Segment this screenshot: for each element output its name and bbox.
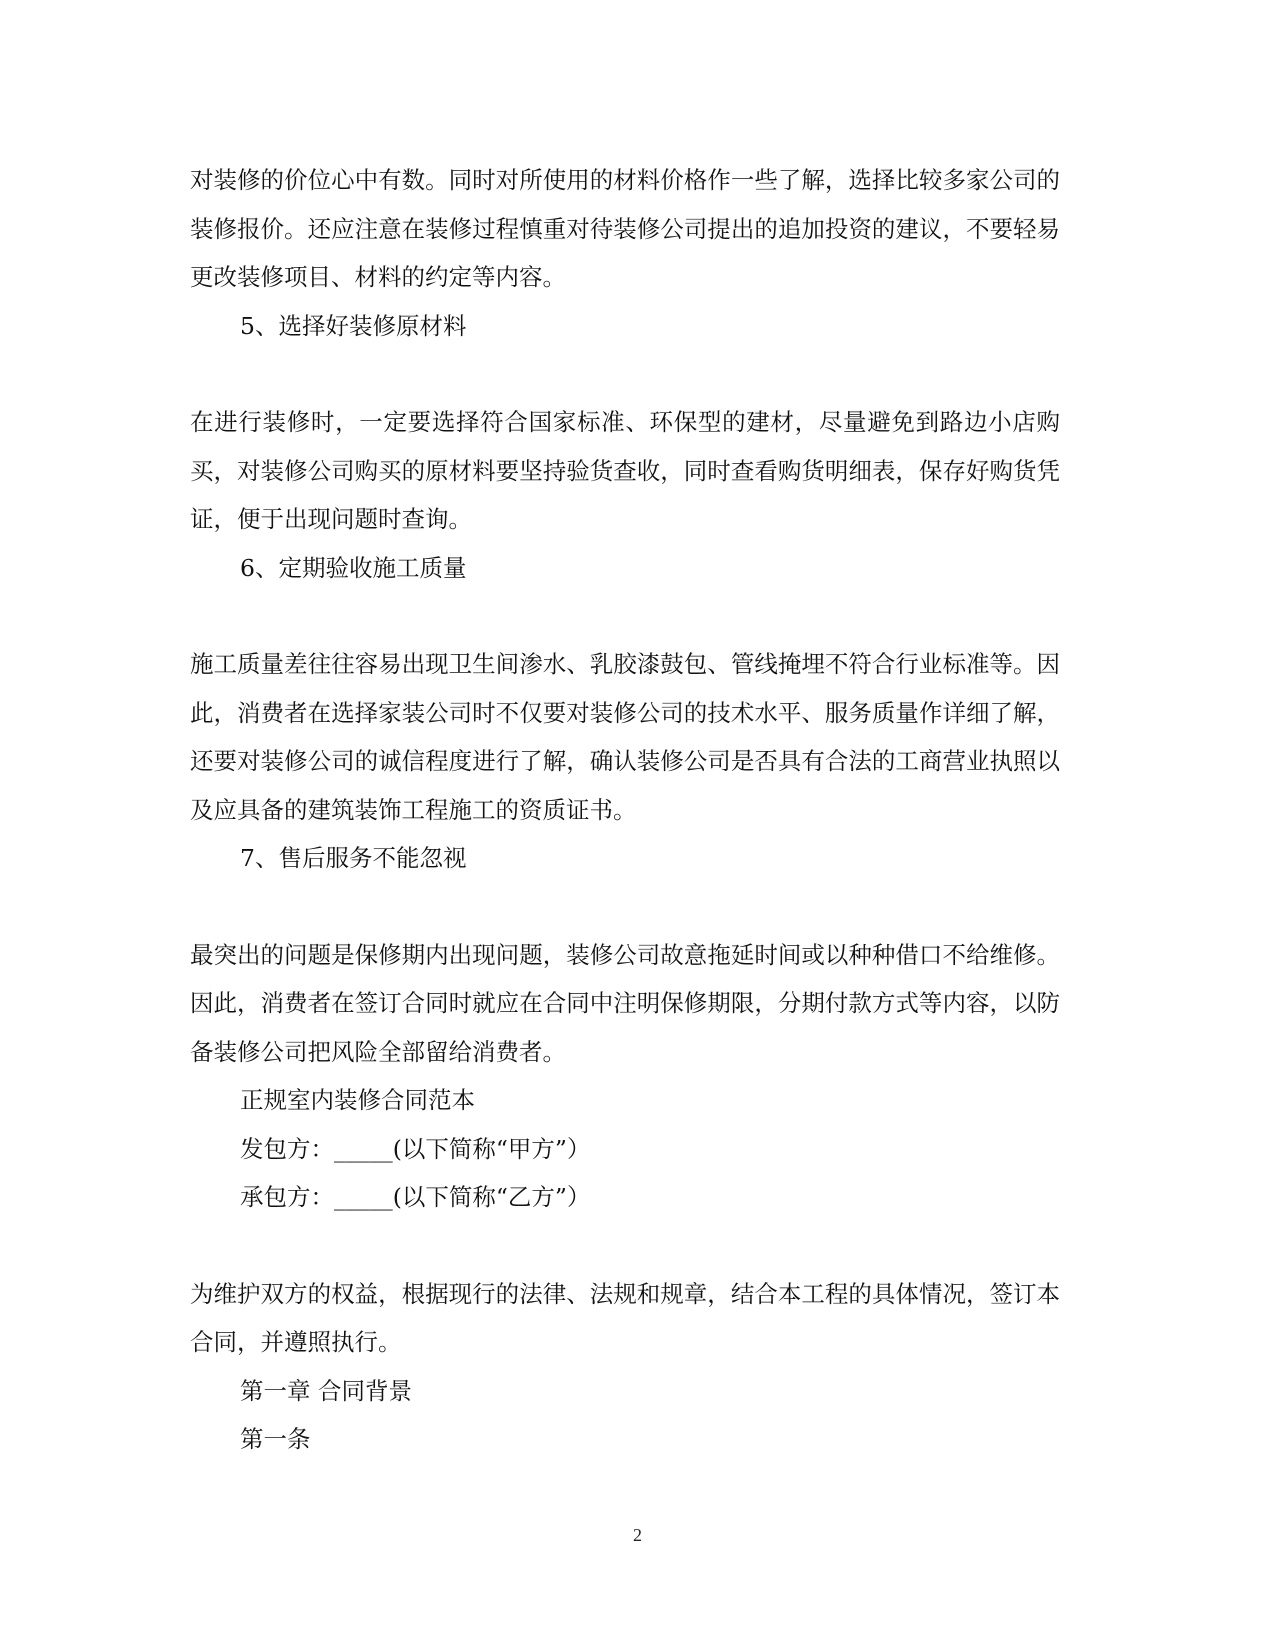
paragraph-price-awareness: 对装修的价位心中有数。同时对所使用的材料价格作一些了解，选择比较多家公司的装修报价。还应注意在装修过程慎重对待装修公司提出的追加投资的建议，不要轻易更改装修项目、材料的约定等内容。 [190,166,1060,291]
heading-item-7: 7、售后服务不能忽视 [240,844,467,872]
chapter-heading: 第一章 合同背景 [240,1376,412,1405]
article-heading: 第一条 [240,1425,311,1453]
spacer [190,592,1060,640]
paragraph-materials: 在进行装修时，一定要选择符合国家标准、环保型的建材，尽量避免到路边小店购买，对装修公司购买的原材料要坚持验货查收，同时查看购货明细表，保存好购货凭证，便于出现问题时查询。 [190,408,1060,533]
contract-title: 正规室内装修合同范本 [240,1086,475,1114]
party-a-line: 发包方：_____(以下简称“甲方”） [240,1134,591,1163]
heading-item-6: 6、定期验收施工质量 [240,553,467,582]
paragraph-construction-quality: 施工质量差往往容易出现卫生间渗水、乳胶漆鼓包、管线掩埋不符合行业标准等。因此，消费者在选择家装公司时不仅要对装修公司的技术水平、服务质量作详细了解，还要对装修公司的诚信程度进行了解，确认装修公司是否具有合法的工商营业执照以及应具备的建筑装饰工程施工的资质证书。 [190,650,1060,824]
page-content [190,156,1060,1464]
spacer [190,350,1060,398]
party-b-line: 承包方：_____(以下简称“乙方”） [240,1183,591,1211]
paragraph-contract-preamble: 为维护双方的权益，根据现行的法律、法规和规章，结合本工程的具体情况，签订本合同，并遵照执行。 [190,1279,1060,1356]
paragraph-after-sales: 最突出的问题是保修期内出现问题，装修公司故意拖延时间或以种种借口不给维修。因此，消费者在签订合同时就应在合同中注明保修期限，分期付款方式等内容，以防备装修公司把风险全部留给消费者。 [190,940,1060,1066]
page-number: 2 [633,1525,642,1545]
spacer [190,1222,1060,1270]
spacer [190,883,1060,931]
heading-item-5: 5、选择好装修原材料 [240,311,467,340]
